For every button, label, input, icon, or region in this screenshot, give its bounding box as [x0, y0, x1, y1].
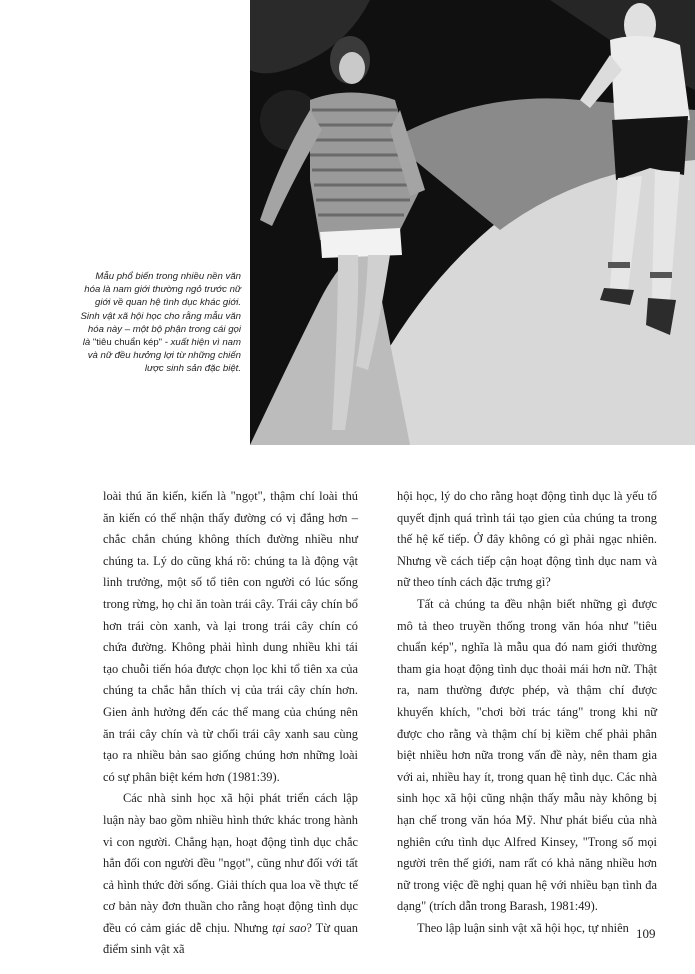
page-number: 109: [636, 926, 656, 941]
paragraph: hội học, lý do cho rằng hoạt động tình dục là yếu tố quyết định quá trình tái tạo gien của chúng ta trong thế hệ kế tiếp. Ở đây không có gì phải ngạc nhiên. Nhưng về cách tiếp cận hoạt động tình dục nam và nữ theo tính cách đặc trưng gì?: [397, 489, 657, 590]
caption-text: Mẫu phổ biến trong nhiều nền văn hóa là nam giới thường ngỏ trước nữ giới về quan hệ tình dục khác giới. Sinh vật xã hội học cho rằng mẫu văn hóa này – một bộ phận trong cái gọi là: [80, 271, 241, 349]
left-text-column: [103, 486, 358, 961]
paragraph: loài thú ăn kiến, kiến là "ngọt", thậm chí loài thú ăn kiến có thể nhận thấy đường có vị đắng hơn – chắc chắn chúng không thích đường nhiều như chúng ta. Lý do cũng khá rõ: chúng ta là động vật linh trưởng, một số tổ tiên con người có lúc sống trong rừng, họ chỉ ăn toàn trái cây. Trái cây chín bổ hơn trái còn xanh, và lại trong trái cây chín có chứa đường. Không phải hình dung nhiều khi tái tạo chuỗi tiến hóa được chọn lọc khi tổ tiên xa của chúng ta chắc hẳn thích vị của trái cây chín hơn. Gien ảnh hưởng đến các thể mang của chúng nên ăn trái cây chín và từ chối trái cây xanh sau cùng tạo ra nhiều bản sao giống chúng hơn những loài có sự phân biệt kém hơn (1981:39).: [103, 489, 358, 784]
caption-text-end: - xuất hiện vì nam và nữ đều hưởng lợi từ những chiến lược sinh sản đặc biệt.: [87, 337, 241, 375]
paragraph-text: Các nhà sinh học xã hội phát triển cách lập luận này bao gồm nhiều hình thức khác trong hành vi con người. Chẳng hạn, hoạt động tình dục chắc hẳn đối con người đều "ngọt", cũng như đối với tất cả hình thức đời sống. Giải thích qua loa về thực tế cơ bản này đơn thuần cho rằng hoạt động tình dục đều có cảm giác dễ chịu. Nhưng: [103, 791, 358, 935]
caption-emphasis: "tiêu chuẩn kép": [92, 337, 163, 349]
italic-phrase: tại sao: [272, 920, 307, 935]
paragraph: Tất cả chúng ta đều nhận biết những gì được mô tả theo truyền thống trong văn hóa như "tiêu chuẩn kép", nghĩa là mẫu qua đó nam giới thường tham gia hoạt động tình dục thoải mái hơn nữ. Thật ra, nam thường được phép, và thậm chí được khuyến khích, "chơi bời trác táng" trong khi nữ được cho rằng và thậm chí bị kiềm chế phải phân biệt nhiều hơn nữa trong vấn đề này, nên tham gia với ai, nhiều hay ít, trong quan hệ tình dục. Các nhà sinh học xã hội cũng nhận thấy mẫu này không bị hạn chế trong văn hóa Mỹ. Như phát biểu của nhà nghiên cứu tình dục Alfred Kinsey, "Trong số mọi người trên thế giới, nam rất có khả năng nhiều hơn nữ trong việc đề nghị quan hệ với nhiều bạn tình đa dạng" (trích dẫn trong Barash, 1981:49).: [397, 596, 657, 914]
paragraph: [103, 788, 358, 961]
figure-caption: [78, 270, 241, 376]
paragraph: Theo lập luận sinh vật xã hội học, tự nhiên: [417, 920, 629, 935]
right-text-column: [397, 486, 657, 939]
paragraph-tail: ? Từ quan điểm sinh vật xã: [103, 920, 359, 957]
photo-illustration: [250, 0, 695, 445]
photograph-walking-couple: [250, 0, 695, 445]
